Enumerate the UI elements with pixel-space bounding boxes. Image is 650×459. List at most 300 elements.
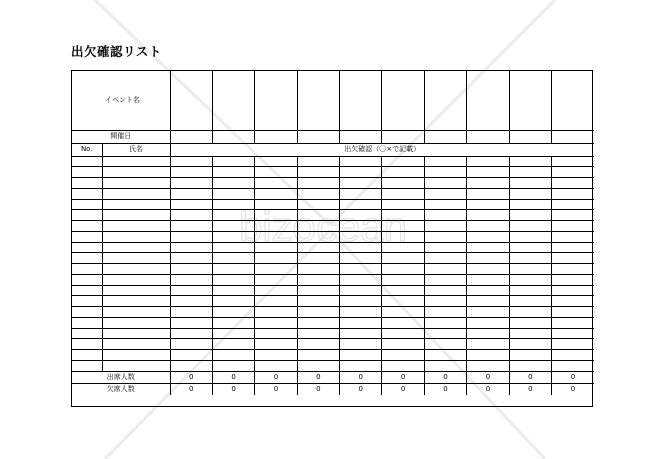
attendance-cell[interactable]	[170, 339, 212, 350]
attendance-cell[interactable]	[340, 210, 382, 221]
attendance-cell[interactable]	[340, 264, 382, 275]
date-cell[interactable]	[170, 130, 212, 143]
member-row	[72, 242, 594, 253]
attendance-cell[interactable]	[255, 296, 297, 307]
attendance-cell[interactable]	[212, 307, 254, 318]
member-name-cell[interactable]	[102, 328, 170, 339]
attendance-cell[interactable]	[170, 156, 212, 167]
member-no-cell[interactable]	[72, 317, 102, 328]
attendance-cell[interactable]	[552, 274, 594, 285]
attendance-cell[interactable]	[297, 317, 339, 328]
event-name-cell[interactable]	[170, 71, 212, 130]
attendance-cell[interactable]	[467, 221, 509, 232]
member-no-cell[interactable]	[72, 274, 102, 285]
attendance-cell[interactable]	[212, 156, 254, 167]
attendance-cell[interactable]	[424, 178, 466, 189]
attendance-cell[interactable]	[340, 317, 382, 328]
event-name-cell[interactable]	[424, 71, 466, 130]
attendance-cell[interactable]	[424, 156, 466, 167]
attendance-cell[interactable]	[212, 339, 254, 350]
attendance-cell[interactable]	[170, 296, 212, 307]
member-name-cell[interactable]	[102, 210, 170, 221]
event-name-cell[interactable]	[552, 71, 594, 130]
date-cell[interactable]	[509, 130, 551, 143]
attendance-cell[interactable]	[212, 178, 254, 189]
attendance-cell[interactable]	[212, 188, 254, 199]
summary-count-cell: 0	[509, 371, 551, 383]
summary-count-cell: 0	[509, 383, 551, 395]
attendance-cell[interactable]	[255, 285, 297, 296]
date-cell[interactable]	[340, 130, 382, 143]
attendance-cell[interactable]	[552, 210, 594, 221]
attendance-cell[interactable]	[212, 328, 254, 339]
attendance-cell[interactable]	[552, 199, 594, 210]
attendance-cell[interactable]	[552, 339, 594, 350]
attendance-cell[interactable]	[382, 307, 424, 318]
member-name-cell[interactable]	[102, 274, 170, 285]
attendance-cell[interactable]	[340, 328, 382, 339]
member-name-cell[interactable]	[102, 242, 170, 253]
attendance-cell[interactable]	[255, 167, 297, 178]
member-no-cell[interactable]	[72, 242, 102, 253]
watermark-text: bizocean	[238, 203, 408, 250]
date-cell[interactable]	[552, 130, 594, 143]
attendance-cell[interactable]	[424, 264, 466, 275]
attendance-cell[interactable]	[382, 221, 424, 232]
member-no-cell[interactable]	[72, 328, 102, 339]
attendance-cell[interactable]	[382, 188, 424, 199]
member-name-cell[interactable]	[102, 339, 170, 350]
attendance-cell[interactable]	[552, 242, 594, 253]
attendance-cell[interactable]	[467, 296, 509, 307]
summary-count-cell: 0	[552, 371, 594, 383]
attendance-cell[interactable]	[170, 188, 212, 199]
attendance-cell[interactable]	[552, 360, 594, 371]
attendance-cell[interactable]	[297, 360, 339, 371]
attendance-cell[interactable]	[340, 199, 382, 210]
summary-count-cell: 0	[297, 371, 339, 383]
attendance-cell[interactable]	[467, 339, 509, 350]
attendance-cell[interactable]	[424, 221, 466, 232]
summary-row	[72, 371, 594, 383]
member-name-cell[interactable]	[102, 188, 170, 199]
member-no-cell[interactable]	[72, 360, 102, 371]
attendance-cell[interactable]	[424, 296, 466, 307]
attendance-cell[interactable]	[509, 210, 551, 221]
member-no-cell[interactable]	[72, 264, 102, 275]
member-no-cell[interactable]	[72, 178, 102, 189]
attendance-cell[interactable]	[509, 360, 551, 371]
attendance-cell[interactable]	[340, 167, 382, 178]
attendance-cell[interactable]	[212, 167, 254, 178]
attendance-cell[interactable]	[509, 339, 551, 350]
attendance-cell[interactable]	[340, 307, 382, 318]
summary-count-cell: 0	[340, 383, 382, 395]
attendance-cell[interactable]	[340, 296, 382, 307]
date-cell[interactable]	[382, 130, 424, 143]
member-no-cell[interactable]	[72, 350, 102, 361]
member-no-cell[interactable]	[72, 167, 102, 178]
attendance-cell[interactable]	[382, 274, 424, 285]
event-name-cell[interactable]	[212, 71, 254, 130]
attendance-cell[interactable]	[255, 231, 297, 242]
attendance-cell[interactable]	[467, 274, 509, 285]
member-name-cell[interactable]	[102, 178, 170, 189]
attendance-cell[interactable]	[255, 264, 297, 275]
attendance-cell[interactable]	[170, 242, 212, 253]
attendance-cell[interactable]	[509, 221, 551, 232]
attendance-cell[interactable]	[255, 350, 297, 361]
attendance-cell[interactable]	[382, 156, 424, 167]
member-no-cell[interactable]	[72, 156, 102, 167]
attendance-check-header: 出欠確認（〇×で記載）	[170, 143, 594, 156]
attendance-cell[interactable]	[424, 360, 466, 371]
attendance-cell[interactable]	[509, 296, 551, 307]
attendance-cell[interactable]	[552, 350, 594, 361]
attendance-cell[interactable]	[340, 253, 382, 264]
attendance-cell[interactable]	[467, 360, 509, 371]
summary-count-cell: 0	[212, 371, 254, 383]
attendance-cell[interactable]	[255, 156, 297, 167]
attendance-cell[interactable]	[467, 210, 509, 221]
attendance-cell[interactable]	[297, 242, 339, 253]
attendance-cell[interactable]	[170, 210, 212, 221]
attendance-cell[interactable]	[382, 167, 424, 178]
date-cell[interactable]	[297, 130, 339, 143]
attendance-cell[interactable]	[340, 221, 382, 232]
attendance-cell[interactable]	[297, 264, 339, 275]
attendance-cell[interactable]	[509, 231, 551, 242]
summary-count-cell: 0	[382, 383, 424, 395]
member-row	[72, 360, 594, 371]
attendance-cell[interactable]	[382, 285, 424, 296]
attendance-cell[interactable]	[382, 210, 424, 221]
member-no-cell[interactable]	[72, 188, 102, 199]
event-name-cell[interactable]	[340, 71, 382, 130]
summary-count-cell: 0	[424, 383, 466, 395]
member-row	[72, 296, 594, 307]
attendance-cell[interactable]	[552, 167, 594, 178]
attendance-cell[interactable]	[382, 360, 424, 371]
attendance-cell[interactable]	[170, 199, 212, 210]
member-row	[72, 156, 594, 167]
event-name-cell[interactable]	[382, 71, 424, 130]
attendance-cell[interactable]	[255, 178, 297, 189]
attendance-cell[interactable]	[297, 307, 339, 318]
attendance-cell[interactable]	[170, 307, 212, 318]
attendance-cell[interactable]	[467, 167, 509, 178]
member-row	[72, 167, 594, 178]
attendance-cell[interactable]	[297, 350, 339, 361]
attendance-cell[interactable]	[170, 328, 212, 339]
summary-count-cell: 0	[340, 371, 382, 383]
attendance-cell[interactable]	[467, 285, 509, 296]
attendance-cell[interactable]	[509, 274, 551, 285]
member-no-cell[interactable]	[72, 199, 102, 210]
attendance-cell[interactable]	[424, 350, 466, 361]
attendance-cell[interactable]	[467, 242, 509, 253]
attendance-cell[interactable]	[212, 285, 254, 296]
attendance-cell[interactable]	[467, 156, 509, 167]
attendance-cell[interactable]	[552, 156, 594, 167]
attendance-cell[interactable]	[170, 350, 212, 361]
attendance-cell[interactable]	[297, 339, 339, 350]
attendance-cell[interactable]	[340, 231, 382, 242]
attendance-cell[interactable]	[212, 210, 254, 221]
summary-count-cell: 0	[424, 371, 466, 383]
attendance-cell[interactable]	[255, 221, 297, 232]
attendance-cell[interactable]	[467, 317, 509, 328]
attendance-cell[interactable]	[467, 178, 509, 189]
attendance-cell[interactable]	[170, 253, 212, 264]
event-name-cell[interactable]	[467, 71, 509, 130]
member-no-cell[interactable]	[72, 296, 102, 307]
attendance-cell[interactable]	[509, 307, 551, 318]
attendance-cell[interactable]	[382, 199, 424, 210]
member-row	[72, 188, 594, 199]
attendance-cell[interactable]	[297, 285, 339, 296]
attendance-cell[interactable]	[255, 339, 297, 350]
attendance-cell[interactable]	[170, 285, 212, 296]
attendance-cell[interactable]	[509, 167, 551, 178]
member-no-cell[interactable]	[72, 221, 102, 232]
attendance-cell[interactable]	[467, 307, 509, 318]
attendance-cell[interactable]	[552, 188, 594, 199]
attendance-cell[interactable]	[509, 264, 551, 275]
summary-count-cell: 0	[255, 383, 297, 395]
attendance-cell[interactable]	[340, 188, 382, 199]
attendance-cell[interactable]	[212, 296, 254, 307]
attendance-cell[interactable]	[382, 317, 424, 328]
attendance-cell[interactable]	[340, 350, 382, 361]
attendance-cell[interactable]	[382, 242, 424, 253]
attendance-cell[interactable]	[467, 188, 509, 199]
attendance-cell[interactable]	[467, 231, 509, 242]
member-no-cell[interactable]	[72, 285, 102, 296]
attendance-cell[interactable]	[509, 253, 551, 264]
member-name-cell[interactable]	[102, 156, 170, 167]
attendance-cell[interactable]	[170, 274, 212, 285]
member-name-cell[interactable]	[102, 253, 170, 264]
attendance-cell[interactable]	[170, 317, 212, 328]
attendance-cell[interactable]	[424, 328, 466, 339]
attendance-cell[interactable]	[212, 264, 254, 275]
member-name-cell[interactable]	[102, 231, 170, 242]
attendance-cell[interactable]	[297, 231, 339, 242]
attendance-cell[interactable]	[424, 317, 466, 328]
attendance-cell[interactable]	[170, 360, 212, 371]
member-name-cell[interactable]	[102, 350, 170, 361]
attendance-cell[interactable]	[170, 221, 212, 232]
event-name-cell[interactable]	[255, 71, 297, 130]
no-header: No.	[72, 143, 102, 156]
attendance-cell[interactable]	[340, 339, 382, 350]
attendance-cell[interactable]	[170, 264, 212, 275]
member-row	[72, 328, 594, 339]
attendance-cell[interactable]	[170, 178, 212, 189]
member-name-cell[interactable]	[102, 285, 170, 296]
attendance-cell[interactable]	[212, 350, 254, 361]
attendance-cell[interactable]	[212, 253, 254, 264]
attendance-cell[interactable]	[255, 199, 297, 210]
attendance-cell[interactable]	[297, 253, 339, 264]
summary-count-cell: 0	[467, 371, 509, 383]
attendance-cell[interactable]	[509, 178, 551, 189]
attendance-cell[interactable]	[382, 350, 424, 361]
member-row	[72, 199, 594, 210]
attendance-cell[interactable]	[424, 285, 466, 296]
attendance-cell[interactable]	[340, 285, 382, 296]
member-row	[72, 317, 594, 328]
attendance-cell[interactable]	[255, 274, 297, 285]
member-no-cell[interactable]	[72, 231, 102, 242]
attendance-cell[interactable]	[424, 167, 466, 178]
attendance-cell[interactable]	[424, 307, 466, 318]
member-name-cell[interactable]	[102, 167, 170, 178]
date-cell[interactable]	[467, 130, 509, 143]
attendance-cell[interactable]	[255, 360, 297, 371]
date-cell[interactable]	[255, 130, 297, 143]
member-row	[72, 350, 594, 361]
attendance-cell[interactable]	[467, 264, 509, 275]
date-cell[interactable]	[424, 130, 466, 143]
attendance-cell[interactable]	[509, 188, 551, 199]
attendance-cell[interactable]	[382, 339, 424, 350]
attendance-cell[interactable]	[509, 350, 551, 361]
attendance-cell[interactable]	[424, 274, 466, 285]
attendance-cell[interactable]	[509, 285, 551, 296]
attendance-table	[72, 71, 594, 395]
member-no-cell[interactable]	[72, 210, 102, 221]
member-name-cell[interactable]	[102, 307, 170, 318]
event-name-cell[interactable]	[509, 71, 551, 130]
attendance-cell[interactable]	[212, 221, 254, 232]
attendance-cell[interactable]	[170, 231, 212, 242]
attendance-cell[interactable]	[509, 199, 551, 210]
summary-label: 出席人数	[72, 371, 170, 383]
attendance-cell[interactable]	[255, 242, 297, 253]
attendance-cell[interactable]	[509, 242, 551, 253]
attendance-cell[interactable]	[382, 178, 424, 189]
attendance-cell[interactable]	[340, 274, 382, 285]
attendance-cell[interactable]	[297, 296, 339, 307]
date-cell[interactable]	[212, 130, 254, 143]
attendance-cell[interactable]	[382, 253, 424, 264]
attendance-cell[interactable]	[467, 253, 509, 264]
attendance-cell[interactable]	[340, 360, 382, 371]
attendance-cell[interactable]	[424, 188, 466, 199]
attendance-cell[interactable]	[255, 210, 297, 221]
attendance-cell[interactable]	[297, 328, 339, 339]
attendance-cell[interactable]	[297, 167, 339, 178]
attendance-cell[interactable]	[467, 328, 509, 339]
name-header: 氏名	[102, 143, 170, 156]
member-no-cell[interactable]	[72, 339, 102, 350]
attendance-cell[interactable]	[255, 307, 297, 318]
attendance-cell[interactable]	[255, 328, 297, 339]
attendance-cell[interactable]	[552, 264, 594, 275]
attendance-cell[interactable]	[424, 199, 466, 210]
attendance-cell[interactable]	[552, 253, 594, 264]
attendance-cell[interactable]	[340, 242, 382, 253]
attendance-cell[interactable]	[552, 231, 594, 242]
attendance-cell[interactable]	[297, 210, 339, 221]
attendance-cell[interactable]	[552, 285, 594, 296]
attendance-cell[interactable]	[467, 350, 509, 361]
attendance-cell[interactable]	[382, 231, 424, 242]
attendance-cell[interactable]	[552, 296, 594, 307]
attendance-cell[interactable]	[509, 156, 551, 167]
member-row	[72, 264, 594, 275]
member-name-cell[interactable]	[102, 317, 170, 328]
event-name-label: イベント名	[72, 71, 170, 130]
attendance-cell[interactable]	[255, 253, 297, 264]
member-name-cell[interactable]	[102, 221, 170, 232]
date-label: 開催日	[72, 130, 170, 143]
attendance-cell[interactable]	[297, 156, 339, 167]
attendance-cell[interactable]	[424, 231, 466, 242]
attendance-cell[interactable]	[382, 328, 424, 339]
attendance-cell[interactable]	[552, 317, 594, 328]
summary-count-cell: 0	[255, 371, 297, 383]
attendance-cell[interactable]	[170, 167, 212, 178]
attendance-cell[interactable]	[212, 274, 254, 285]
attendance-cell[interactable]	[212, 317, 254, 328]
attendance-cell[interactable]	[424, 210, 466, 221]
attendance-cell[interactable]	[467, 199, 509, 210]
member-row	[72, 285, 594, 296]
summary-count-cell: 0	[467, 383, 509, 395]
attendance-cell[interactable]	[424, 339, 466, 350]
attendance-cell[interactable]	[297, 199, 339, 210]
member-no-cell[interactable]	[72, 307, 102, 318]
summary-count-cell: 0	[382, 371, 424, 383]
attendance-cell[interactable]	[552, 178, 594, 189]
member-name-cell[interactable]	[102, 199, 170, 210]
attendance-cell[interactable]	[212, 199, 254, 210]
member-row	[72, 221, 594, 232]
member-no-cell[interactable]	[72, 253, 102, 264]
attendance-cell[interactable]	[297, 188, 339, 199]
attendance-cell[interactable]	[340, 178, 382, 189]
attendance-cell[interactable]	[382, 264, 424, 275]
attendance-cell[interactable]	[552, 307, 594, 318]
attendance-cell[interactable]	[424, 253, 466, 264]
summary-count-cell: 0	[297, 383, 339, 395]
attendance-cell[interactable]	[509, 328, 551, 339]
summary-count-cell: 0	[170, 383, 212, 395]
attendance-cell[interactable]	[255, 317, 297, 328]
attendance-cell[interactable]	[552, 328, 594, 339]
attendance-cell[interactable]	[255, 188, 297, 199]
attendance-cell[interactable]	[509, 317, 551, 328]
event-name-cell[interactable]	[297, 71, 339, 130]
attendance-cell[interactable]	[212, 360, 254, 371]
attendance-cell[interactable]	[424, 242, 466, 253]
member-name-cell[interactable]	[102, 360, 170, 371]
attendance-cell[interactable]	[212, 231, 254, 242]
attendance-cell[interactable]	[552, 221, 594, 232]
member-name-cell[interactable]	[102, 264, 170, 275]
attendance-cell[interactable]	[297, 178, 339, 189]
member-name-cell[interactable]	[102, 296, 170, 307]
attendance-cell[interactable]	[297, 274, 339, 285]
attendance-cell[interactable]	[340, 156, 382, 167]
attendance-cell[interactable]	[297, 221, 339, 232]
summary-label: 欠席人数	[72, 383, 170, 395]
attendance-cell[interactable]	[212, 242, 254, 253]
attendance-cell[interactable]	[382, 296, 424, 307]
